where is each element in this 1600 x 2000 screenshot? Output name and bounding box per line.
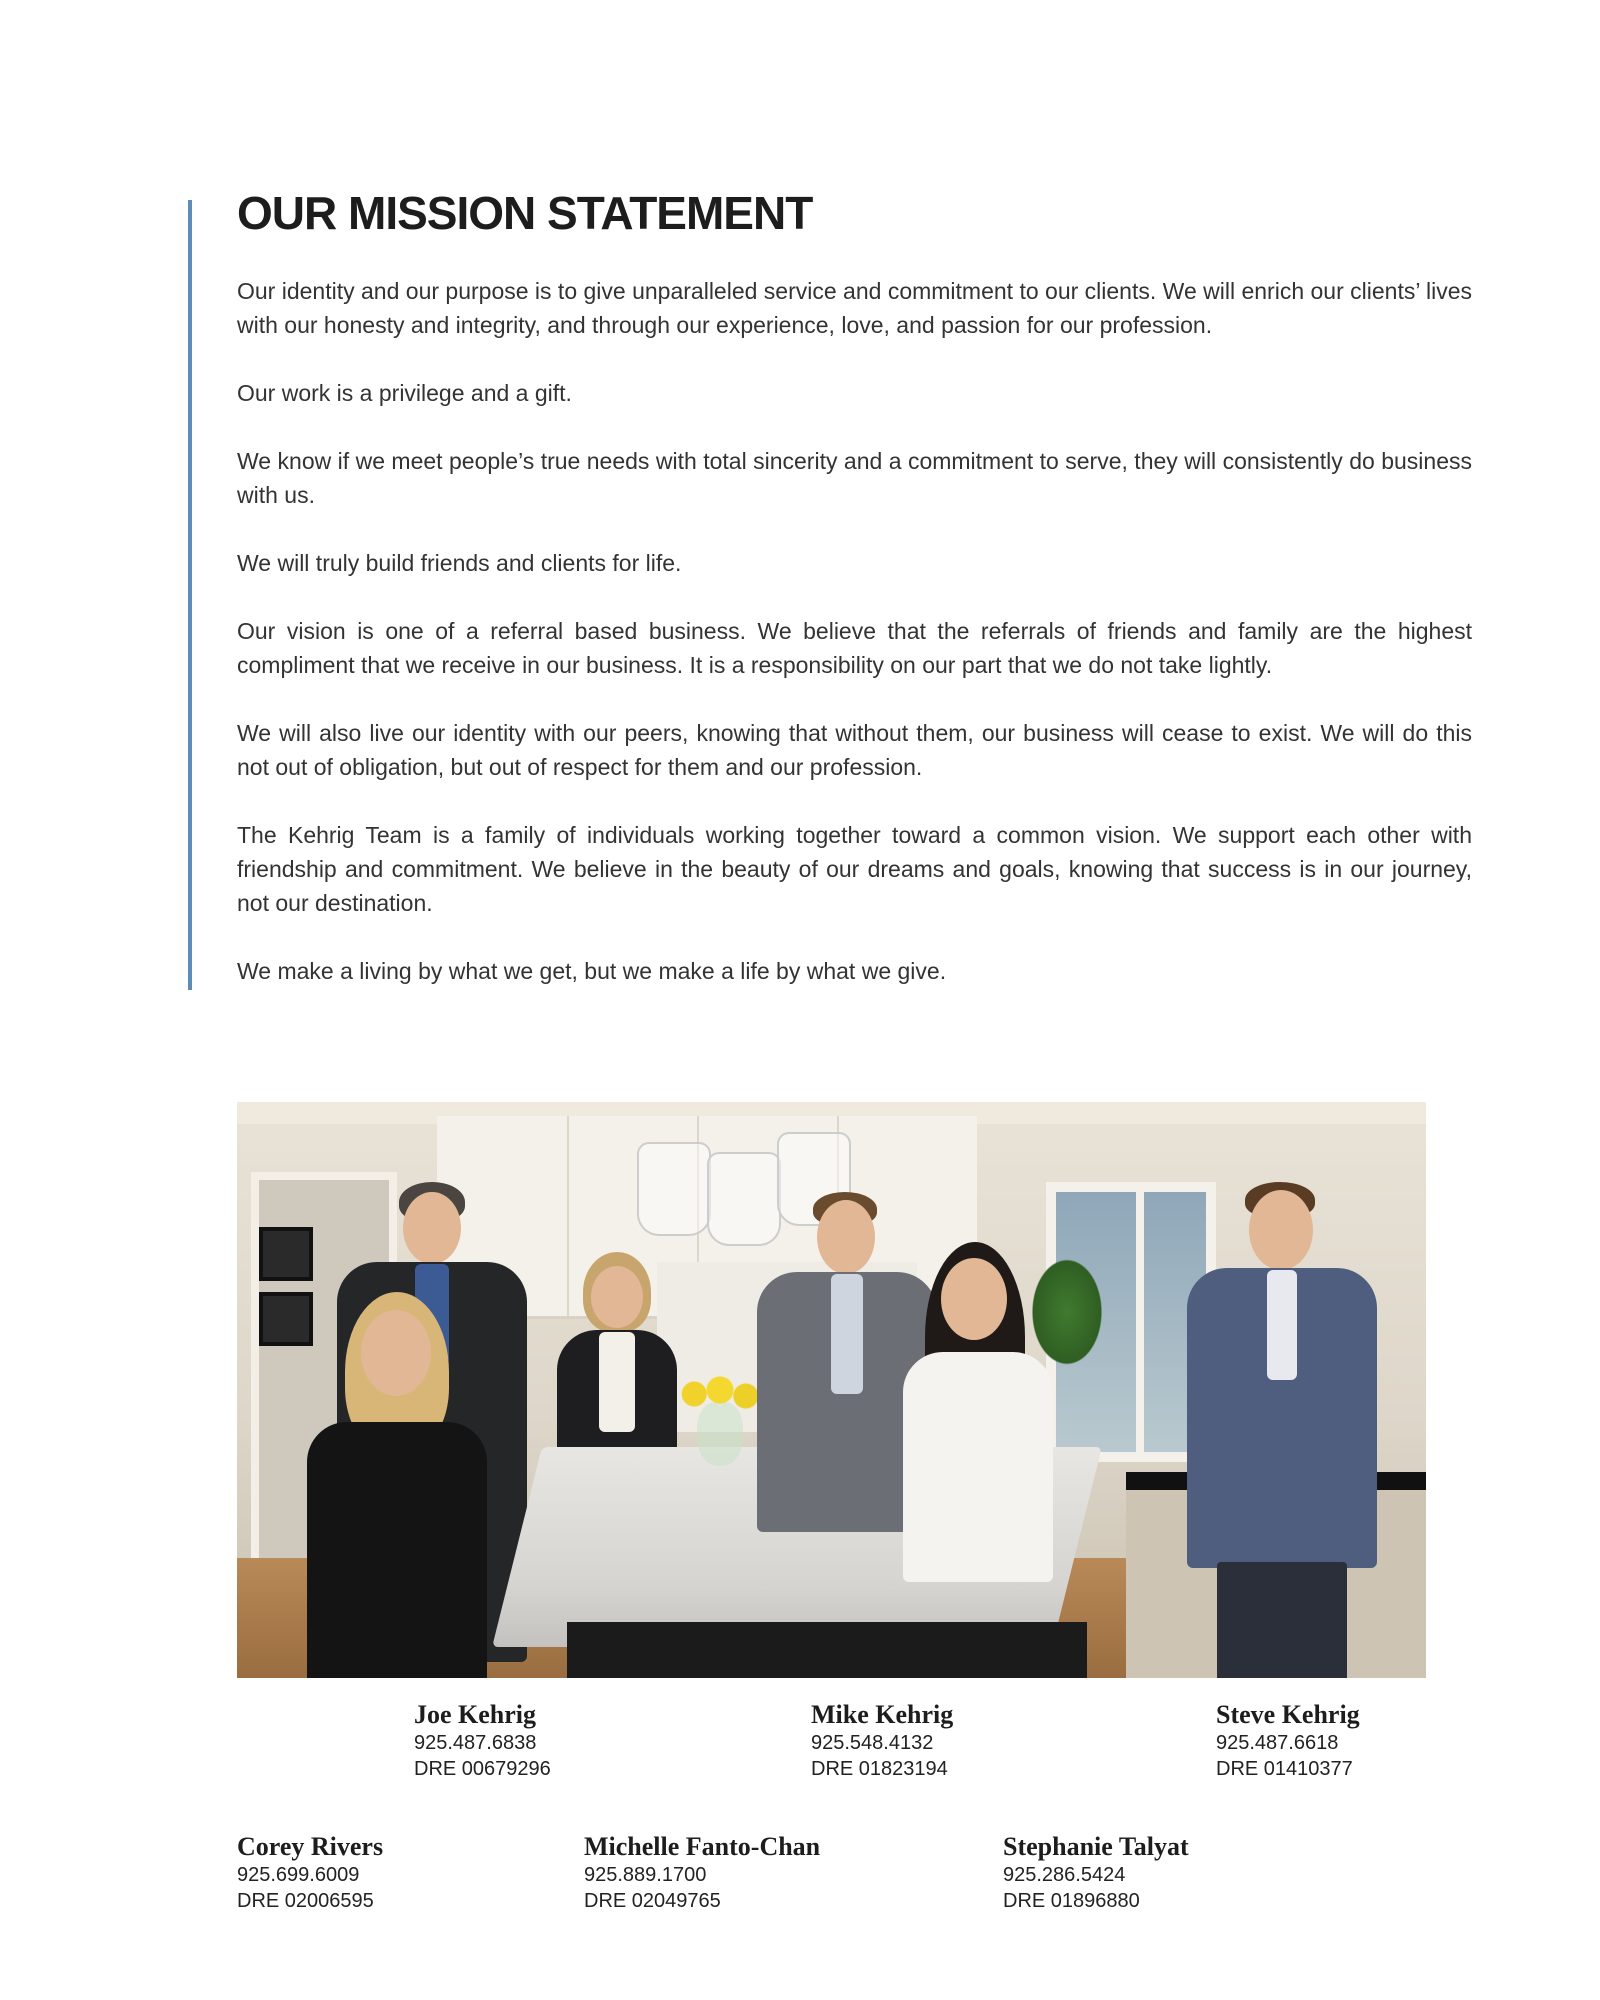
mission-paragraph: We know if we meet people’s true needs with total sincerity and a commitment to serve, they will consistently do business with us.: [237, 448, 1472, 508]
photo-island-base: [567, 1622, 1087, 1678]
agent-license: DRE 02049765: [584, 1890, 721, 1912]
mission-paragraph: We will truly build friends and clients for life.: [237, 550, 682, 576]
team-photo: [237, 1102, 1426, 1678]
mission-title: OUR MISSION STATEMENT: [237, 187, 813, 239]
agent-license: DRE 01410377: [1216, 1758, 1353, 1780]
agent-card: [1216, 1700, 1360, 1782]
agent-name: Mike Kehrig: [811, 1700, 954, 1729]
photo-person: [297, 1292, 497, 1678]
agent-license: DRE 00679296: [414, 1758, 551, 1780]
agent-license: DRE 02006595: [237, 1890, 374, 1912]
agent-name: Michelle Fanto-Chan: [584, 1832, 821, 1861]
photo-person: [557, 1252, 677, 1452]
photo-pendant-lamp: [637, 1142, 711, 1236]
agent-card: [584, 1832, 820, 1914]
agent-name: Corey Rivers: [237, 1832, 384, 1861]
agent-name: Joe Kehrig: [414, 1700, 537, 1729]
photo-flowers: [677, 1374, 763, 1414]
photo-person: [1187, 1182, 1377, 1678]
agent-phone: 925.699.6009: [237, 1864, 360, 1886]
agent-license: DRE 01896880: [1003, 1890, 1140, 1912]
agent-name: Steve Kehrig: [1216, 1700, 1360, 1729]
agent-card: [1003, 1832, 1189, 1914]
mission-paragraph: Our work is a privilege and a gift.: [237, 380, 572, 406]
mission-paragraph: Our vision is one of a referral based business. We believe that the referrals of friends and family are the highest compliment that we receive in our business. It is a responsibility on our part that we do not take lightly.: [237, 618, 1472, 678]
agent-name: Stephanie Talyat: [1003, 1832, 1189, 1861]
agent-phone: 925.487.6838: [414, 1732, 537, 1754]
mission-paragraph: Our identity and our purpose is to give unparalleled service and commitment to our clients. We will enrich our clients’ lives with our honesty and integrity, and through our experience, love, and passion for our profession.: [237, 278, 1472, 338]
agent-phone: 925.548.4132: [811, 1732, 934, 1754]
agent-phone: 925.487.6618: [1216, 1732, 1339, 1754]
agent-card: [414, 1700, 551, 1782]
agent-phone: 925.889.1700: [584, 1864, 707, 1886]
mission-paragraph: We will also live our identity with our peers, knowing that without them, our business will cease to exist. We will do this not out of obligation, but out of respect for them and our profession.: [237, 720, 1472, 780]
agent-card: [237, 1832, 383, 1914]
photo-person: [897, 1242, 1057, 1582]
photo-window-mullion: [1136, 1182, 1144, 1462]
mission-accent-rule: [188, 200, 192, 990]
agent-license: DRE 01823194: [811, 1758, 948, 1780]
agent-phone: 925.286.5424: [1003, 1864, 1126, 1886]
mission-paragraph: We make a living by what we get, but we make a life by what we give.: [237, 958, 947, 984]
agent-card: [811, 1700, 953, 1782]
mission-body: [237, 274, 1472, 1022]
photo-wall-frame: [259, 1227, 313, 1281]
mission-paragraph: The Kehrig Team is a family of individuals working together toward a common vision. We support each other with friendship and commitment. We believe in the beauty of our dreams and goals, knowing that success is in our journey, not our destination.: [237, 822, 1472, 916]
